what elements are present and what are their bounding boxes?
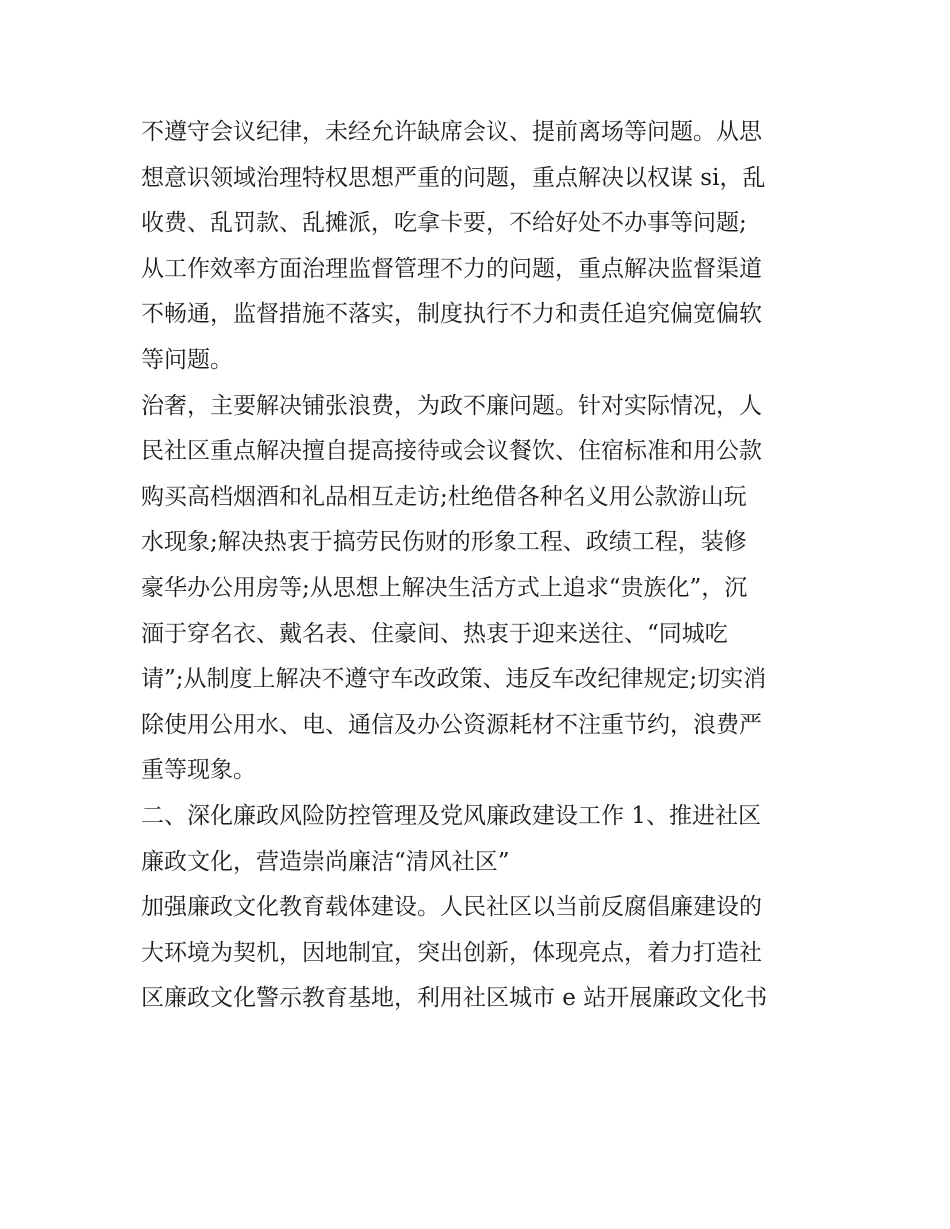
- text-line: 大环境为契机，因地制宜，突出创新，体现亮点，着力打造社: [141, 939, 762, 966]
- text-line: 治奢，主要解决铺张浪费，为政不廉问题。针对实际情况，人: [141, 392, 762, 419]
- text-line: 购买高档烟酒和礼品相互走访;杜绝借各种名义用公款游山玩: [141, 483, 747, 510]
- text-line: 除使用公用水、电、通信及办公资源耗材不注重节约，浪费严: [141, 711, 762, 738]
- text-line: 水现象;解决热衷于搞劳民伤财的形象工程、政绩工程，装修: [141, 529, 747, 556]
- text-line: 从工作效率方面治理监督管理不力的问题，重点解决监督渠道: [141, 255, 762, 282]
- text-line: 不畅通，监督措施不落实，制度执行不力和责任追究偏宽偏软: [141, 301, 762, 328]
- text-line: 请”;从制度上解决不遵守车改政策、违反车改纪律规定;切实消: [141, 666, 767, 693]
- text-line: 不遵守会议纪律，未经允许缺席会议、提前离场等问题。从思: [141, 119, 762, 145]
- text-line: 加强廉政文化教育载体建设。人民社区以当前反腐倡廉建设的: [141, 894, 762, 921]
- text-line: 区廉政文化警示教育基地，利用社区城市 e 站开展廉政文化书: [141, 985, 768, 1012]
- text-line: 廉政文化，营造崇尚廉洁“清风社区”: [141, 848, 510, 875]
- text-line: 等问题。: [141, 346, 233, 373]
- text-line: 豪华办公用房等;从思想上解决生活方式上追求“贵族化”，沉: [141, 574, 748, 601]
- text-line: 民社区重点解决擅自提高接待或会议餐饮、住宿标准和用公款: [141, 438, 762, 465]
- text-line: 二、深化廉政风险防控管理及党风廉政建设工作 1、推进社区: [141, 802, 761, 829]
- text-line: 湎于穿名衣、戴名表、住豪间、热衷于迎来送往、“同城吃: [141, 620, 728, 647]
- text-line: 重等现象。: [141, 757, 256, 784]
- document-body: [141, 110, 821, 1022]
- text-line: 收费、乱罚款、乱摊派，吃拿卡要，不给好处不办事等问题;: [141, 210, 747, 237]
- text-line: 想意识领域治理特权思想严重的问题，重点解决以权谋 si，乱: [141, 164, 766, 191]
